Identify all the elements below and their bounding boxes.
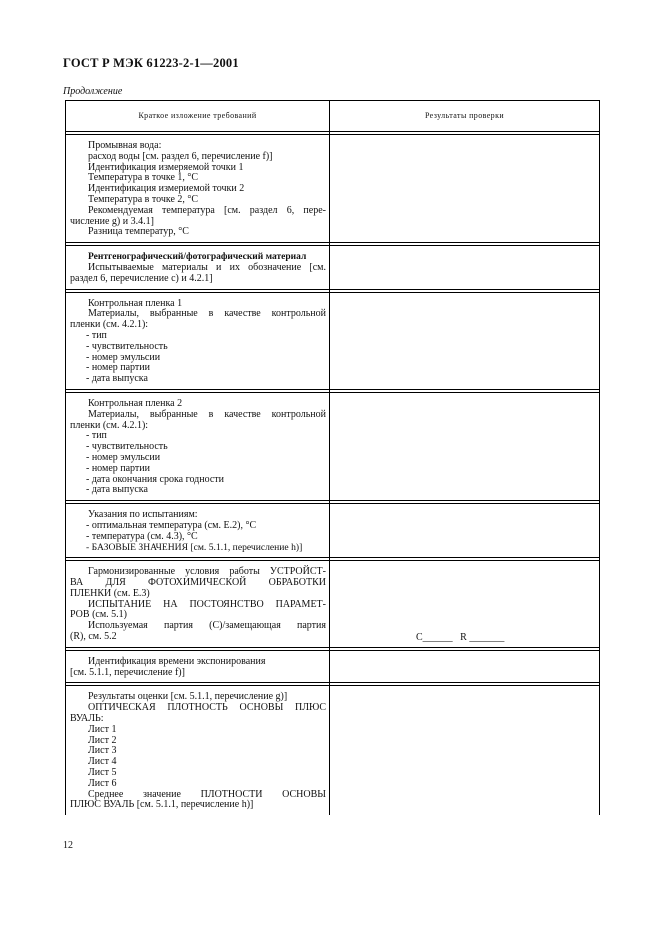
document-title: ГОСТ Р МЭК 61223-2-1—2001 — [63, 56, 239, 70]
row-text: - чувствительность — [86, 340, 168, 352]
row-text: Гармонизированные условия работы УСТРОЙСТ- — [88, 566, 326, 578]
row-text: Результаты оценки [см. 5.1.1, перечисление g)] — [88, 691, 288, 703]
row-text: РОВ (см. 5.1) — [70, 609, 128, 621]
row-text: ИСПЫТАНИЕ НА ПОСТОЯНСТВО ПАРАМЕТ- — [88, 598, 326, 610]
requirements-table — [65, 100, 600, 815]
row-text: Указания по испытаниям: — [88, 509, 198, 521]
row-text: Рентгенографический/фотографический материал — [88, 252, 307, 263]
row-text: - дата выпуска — [86, 484, 148, 496]
row-text: Среднее значение ПЛОТНОСТИ ОСНОВЫ — [88, 788, 326, 800]
row-text: ПЛЕНКИ (см. Е.3) — [70, 587, 150, 599]
row-text: расход воды [см. раздел 6, перечисление f)] — [88, 150, 273, 162]
requirement-cell — [66, 686, 330, 815]
row-text: - номер партии — [86, 362, 150, 374]
row-text: Контрольная пленка 2 — [88, 397, 183, 409]
row-text: (R), см. 5.2 — [70, 631, 117, 643]
row-text: - номер партии — [86, 462, 150, 474]
result-cell — [330, 135, 600, 243]
row-text: [см. 5.1.1, перечисление f)] — [70, 666, 185, 678]
row-text: пленки (см. 4.2.1): — [70, 419, 149, 431]
result-cell — [330, 686, 600, 815]
requirement-cell — [66, 561, 330, 648]
row-text: Температура в точке 2, °C — [88, 193, 199, 205]
table-row — [66, 504, 600, 558]
row-text: - оптимальная температура (см. Е.2), °C — [86, 519, 257, 531]
row-text: ВУАЛЬ: — [70, 713, 104, 725]
result-cell — [330, 246, 600, 289]
row-text: Лист 5 — [88, 767, 117, 779]
row-text: - БАЗОВЫЕ ЗНАЧЕНИЯ [см. 5.1.1, перечисление h)] — [86, 541, 303, 553]
row-text: Промывная вода: — [88, 140, 162, 151]
table-row — [66, 135, 600, 243]
row-text: - тип — [86, 430, 107, 442]
row-text: Лист 3 — [88, 745, 117, 757]
requirement-cell — [66, 246, 330, 289]
table-row — [66, 292, 600, 389]
column-header-results: Результаты проверки — [330, 101, 600, 132]
page-number: 12 — [63, 840, 73, 851]
row-text: Температура в точке 1, °C — [88, 172, 199, 184]
row-text: Лист 2 — [88, 734, 117, 746]
result-cell — [330, 292, 600, 389]
requirement-cell — [66, 504, 330, 558]
table-row — [66, 561, 600, 648]
row-text: Лист 1 — [88, 723, 117, 735]
control-replacement-batch-field[interactable]: С______ R _______ — [416, 632, 505, 644]
table-row — [66, 246, 600, 289]
row-text: Используемая партия (С)/замещающая партия — [88, 620, 326, 632]
row-text: Материалы, выбранные в качестве контрольной — [88, 408, 326, 420]
row-text: - тип — [86, 329, 107, 341]
row-text: Идентификация времени экспонирования — [88, 655, 266, 667]
row-text: - номер эмульсии — [86, 451, 161, 463]
result-cell — [330, 392, 600, 500]
row-text: - дата окончания срока годности — [86, 473, 224, 485]
row-text: - дата выпуска — [86, 373, 148, 385]
table-row — [66, 650, 600, 683]
requirement-cell — [66, 135, 330, 243]
table-row — [66, 392, 600, 500]
result-cell — [330, 504, 600, 558]
table-row — [66, 686, 600, 815]
row-text: пленки (см. 4.2.1): — [70, 319, 149, 331]
row-text: - номер эмульсии — [86, 351, 161, 363]
row-text: ПЛЮС ВУАЛЬ [см. 5.1.1, перечисление h)] — [70, 799, 254, 811]
continuation-label: Продолжение — [63, 86, 123, 97]
column-header-requirements: Краткое изложение требований — [66, 101, 330, 132]
row-text: Контрольная пленка 1 — [88, 297, 183, 309]
row-text: ВА ДЛЯ ФОТОХИМИЧЕСКОЙ ОБРАБОТКИ — [70, 577, 326, 589]
requirement-cell — [66, 292, 330, 389]
row-text: числение g) и 3.4.1] — [70, 215, 154, 227]
row-text: Идентификация измериемой точки 2 — [88, 183, 245, 195]
result-cell — [330, 650, 600, 683]
row-text: Разница температур, °C — [88, 226, 189, 238]
row-text: Идентификация измеряемой точки 1 — [88, 161, 244, 173]
requirement-cell — [66, 392, 330, 500]
row-text: Рекомендуемая температура [см. раздел 6, пере- — [88, 204, 326, 216]
row-text: - температура (см. 4.3), °C — [86, 530, 198, 542]
row-text: Материалы, выбранные в качестве контрольной — [88, 308, 326, 320]
result-cell — [330, 561, 600, 648]
requirement-cell — [66, 650, 330, 683]
row-text: ОПТИЧЕСКАЯ ПЛОТНОСТЬ ОСНОВЫ ПЛЮС — [88, 702, 326, 714]
row-text: раздел 6, перечисление c) и 4.2.1] — [70, 272, 213, 284]
row-text: Испытываемые материалы и их обозначение [см. — [88, 261, 326, 273]
row-text: Лист 6 — [88, 777, 117, 789]
row-text: - чувствительность — [86, 441, 168, 453]
table-header-row — [66, 101, 600, 132]
row-text: Лист 4 — [88, 756, 117, 768]
